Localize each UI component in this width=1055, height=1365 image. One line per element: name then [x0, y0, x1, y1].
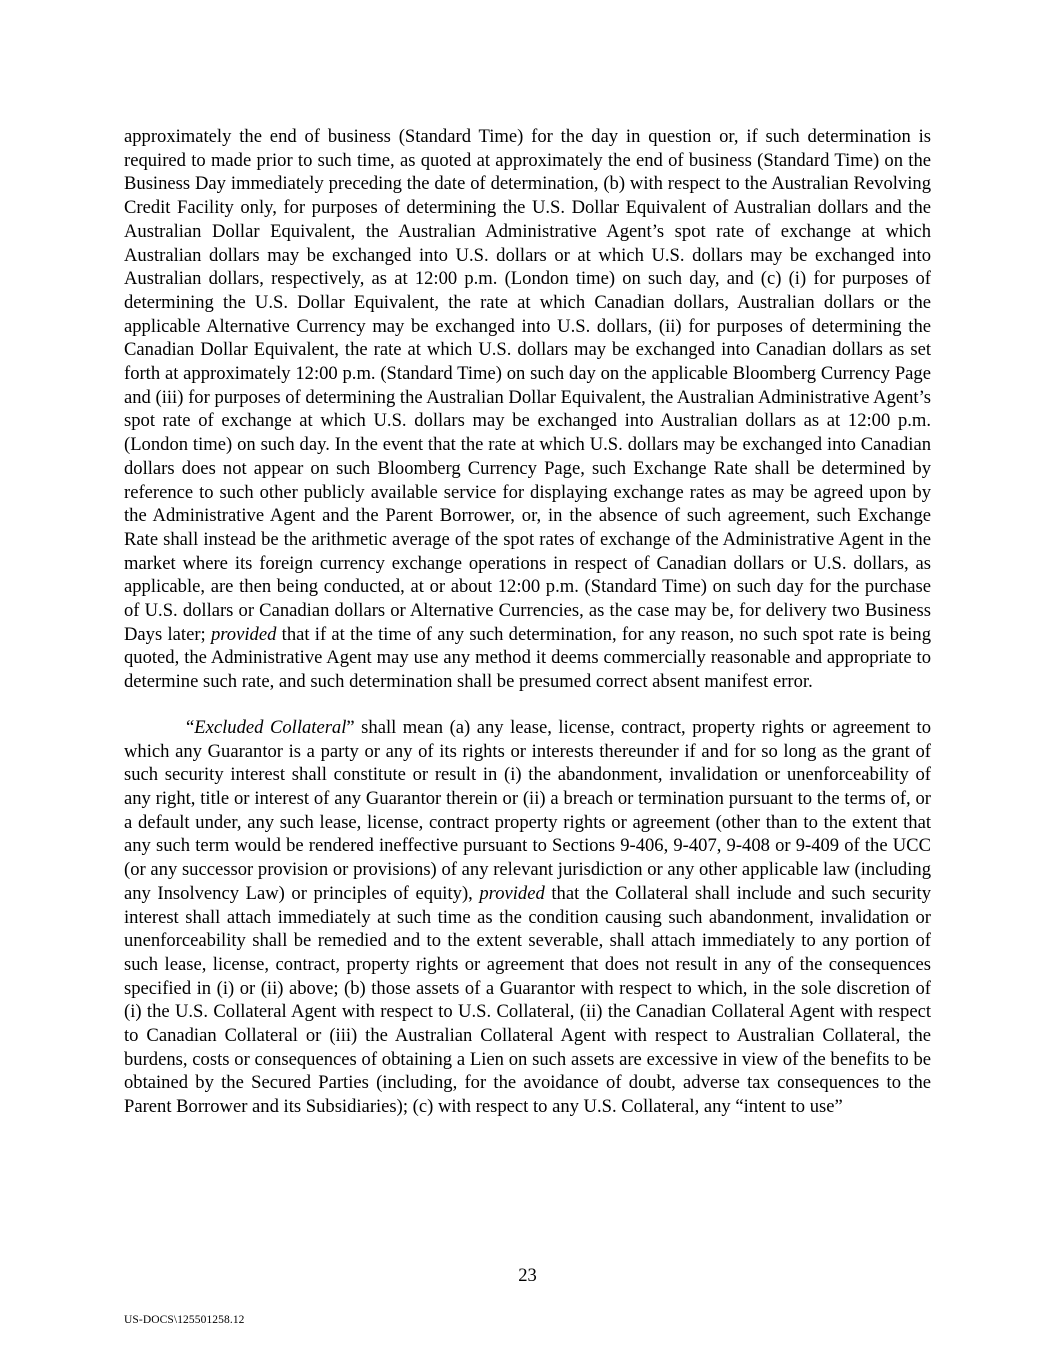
document-body: [124, 125, 931, 1119]
paragraph-text: that the Collateral shall include and such security interest shall attach immediately at such time as the condition causing such abandonment, invalidation or unenforceability shall be remedied and to the extent severable, shall attach immediately to any portion of such lease, license, contract, property rights or agreement that does not result in any of the consequences specified in (i) or (ii) above; (b) those assets of a Guarantor with respect to which, in the sole discretion of (i) the U.S. Collateral Agent with respect to U.S. Collateral, (ii) the Canadian Collateral Agent with respect to Canadian Collateral or (iii) the Australian Collateral Agent with respect to Australian Collateral, the burdens, costs or consequences of obtaining a Lien on such assets are excessive in view of the benefits to be obtained by the Secured Parties (including, for the avoidance of doubt, adverse tax consequences to the Parent Borrower and its Subsidiaries); (c) with respect to any U.S. Collateral, any “intent to use”: [124, 882, 931, 1118]
page-number: 23: [518, 1265, 537, 1286]
defined-term: Excluded Collateral: [194, 716, 347, 738]
italic-provided: provided: [210, 623, 277, 645]
paragraph-text: approximately the end of business (Standard Time) for the day in question or, if such determination is required to made prior to such time, as quoted at approximately the end of business (Standard Time) on the Business Day immediately preceding the date of determination, (b) with respect to the Australian Revolving Credit Facility only, for purposes of determining the U.S. Dollar Equivalent of Australian dollars and the Australian Dollar Equivalent, the Australian Administrative Agent’s spot rate of exchange at which Australian dollars may be exchanged into U.S. dollars or at which U.S. dollars may be exchanged into Australian dollars, respectively, as at 12:00 p.m. (London time) on such day, and (c) (i) for purposes of determining the U.S. Dollar Equivalent, the rate at which Canadian dollars, Australian dollars or the applicable Alternative Currency may be exchanged into U.S. dollars, (ii) for purposes of determining the Canadian Dollar Equivalent, the rate at which U.S. dollars may be exchanged into Canadian dollars as set forth at approximately 12:00 p.m. (Standard Time) on such day on the applicable Bloomberg Currency Page and (iii) for purposes of determining the Australian Dollar Equivalent, the Australian Administrative Agent’s spot rate of exchange at which U.S. dollars may be exchanged into Australian dollars as at 12:00 p.m. (London time) on such day. In the event that the rate at which U.S. dollars may be exchanged into Canadian dollars does not appear on such Bloomberg Currency Page, such Exchange Rate shall be determined by reference to such other publicly available service for displaying exchange rates as may be agreed upon by the Administrative Agent and the Parent Borrower, or, in the absence of such agreement, such Exchange Rate shall instead be the arithmetic average of the spot rates of exchange of the Administrative Agent in the market where its foreign currency exchange operations in respect of Canadian dollars or U.S. dollars, as applicable, are then being conducted, at or about 12:00 p.m. (Standard Time) on such day for the purchase of U.S. dollars or Canadian dollars or Alternative Currencies, as the case may be, for delivery two Business Days later;: [124, 126, 931, 645]
document-id: US-DOCS\125501258.12: [124, 1314, 245, 1326]
paragraph-text: ” shall mean (a) any lease, license, contract, property rights or agreement to which any Guarantor is a party or any of its rights or interests thereunder if and for so long as the grant of such security interest shall constitute or result in (i) the abandonment, invalidation or unenforceability of any right, title or interest of any Guarantor therein or (ii) a breach or termination pursuant to the terms of, or a default under, any such lease, license, contract property rights or agreement (other than to the extent that any such term would be rendered ineffective pursuant to Sections 9-406, 9-407, 9-408 or 9-409 of the UCC (or any successor provision or provisions) of any relevant jurisdiction or any other applicable law (including any Insolvency Law) or principles of equity),: [124, 716, 931, 904]
paragraph-exchange-rate-continued: [124, 125, 931, 694]
paragraph-text: that if at the time of any such determination, for any reason, no such spot rate is being quoted, the Administrative Agent may use any method it deems commercially reasonable and appropriate to determine such rate, and such determination shall be presumed correct absent manifest error.: [124, 623, 931, 693]
open-quote: “: [186, 716, 195, 738]
paragraph-excluded-collateral: [124, 716, 931, 1119]
italic-provided: provided: [479, 882, 545, 904]
